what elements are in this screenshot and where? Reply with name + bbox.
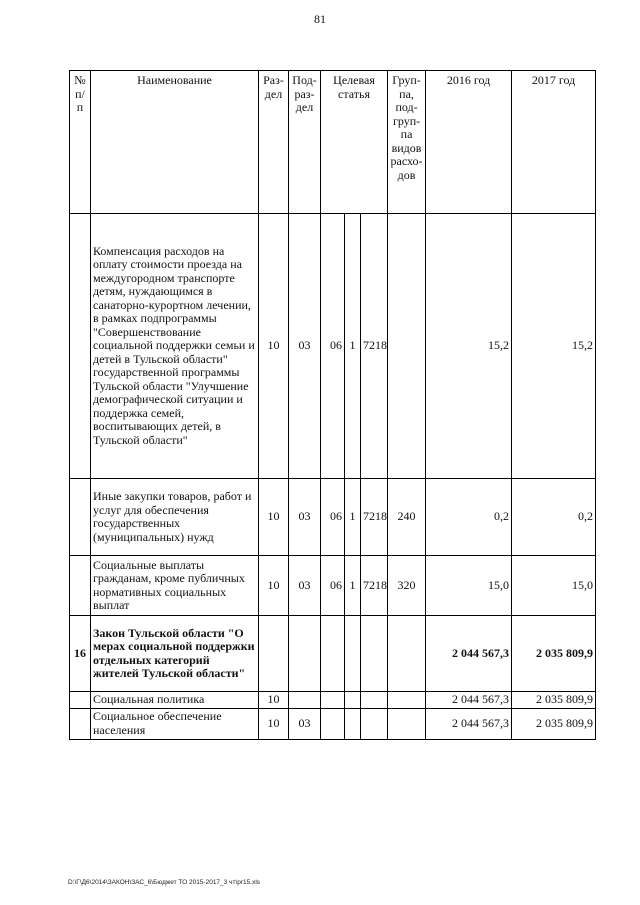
- row-podrazdel: [289, 692, 321, 709]
- row-podrazdel: 03: [289, 556, 321, 616]
- row-cs-code: 7218: [361, 214, 388, 479]
- row-razdel: 10: [259, 214, 289, 479]
- row-group: 240: [388, 479, 426, 556]
- row-2017: 2 035 809,9: [512, 708, 596, 739]
- table-row: [70, 214, 596, 479]
- row-2017: 15,2: [512, 214, 596, 479]
- row-podrazdel: [289, 616, 321, 692]
- row-cs-program: [321, 616, 345, 692]
- row-2016: 2 044 567,3: [426, 616, 512, 692]
- row-razdel: 10: [259, 708, 289, 739]
- row-razdel: 10: [259, 556, 289, 616]
- header-razdel: Раз- дел: [259, 71, 289, 214]
- header-name: Наименование: [91, 71, 259, 214]
- row-2016: 15,2: [426, 214, 512, 479]
- row-2016: 2 044 567,3: [426, 708, 512, 739]
- header-num: № п/п: [70, 71, 91, 214]
- row-num: [70, 214, 91, 479]
- file-path-footer: D:\Г\Д6\2014\ЗАКОН\ЗАС_6\Бюджет ТО 2015-2017_3 чт\pr15.xls: [68, 879, 261, 886]
- row-cs-subprogram: [345, 616, 361, 692]
- row-group: 320: [388, 556, 426, 616]
- row-2016: 0,2: [426, 479, 512, 556]
- row-cs-subprogram: 1: [345, 479, 361, 556]
- row-2017: 0,2: [512, 479, 596, 556]
- table-row: [70, 556, 596, 616]
- row-razdel: [259, 616, 289, 692]
- row-2017: 15,0: [512, 556, 596, 616]
- table-row: [70, 616, 596, 692]
- row-name: Компенсация расходов на оплату стоимости проезда на междугородном транспорте детям, нуждающимся в санаторно-курортном лечении, в рамках подпрограммы "Совершенствование социальной поддержки семьи и детей в Тульской области" государственной программы Тульской области "Улучшение демографической ситуации и поддержка семей, воспитывающих детей, в Тульской области": [91, 214, 259, 479]
- row-cs-program: [321, 708, 345, 739]
- row-group: [388, 214, 426, 479]
- row-cs-program: 06: [321, 556, 345, 616]
- table-row: [70, 708, 596, 739]
- row-cs-program: 06: [321, 214, 345, 479]
- row-cs-subprogram: [345, 708, 361, 739]
- header-group: Груп- па, под- груп- па видов расхо- дов: [388, 71, 426, 214]
- row-cs-subprogram: [345, 692, 361, 709]
- row-num: [70, 692, 91, 709]
- row-num: [70, 556, 91, 616]
- table-header-row: [70, 71, 596, 214]
- page-number: 81: [314, 12, 326, 26]
- budget-table: [69, 70, 596, 740]
- row-razdel: 10: [259, 692, 289, 709]
- row-2017: 2 035 809,9: [512, 692, 596, 709]
- table-row: [70, 692, 596, 709]
- row-num: 16: [70, 616, 91, 692]
- row-cs-code: [361, 708, 388, 739]
- row-num: [70, 708, 91, 739]
- row-podrazdel: 03: [289, 214, 321, 479]
- row-cs-code: 7218: [361, 479, 388, 556]
- row-cs-program: 06: [321, 479, 345, 556]
- row-cs-subprogram: 1: [345, 556, 361, 616]
- row-2017: 2 035 809,9: [512, 616, 596, 692]
- header-2016: 2016 год: [426, 71, 512, 214]
- row-2016: 15,0: [426, 556, 512, 616]
- row-group: [388, 708, 426, 739]
- row-podrazdel: 03: [289, 708, 321, 739]
- row-group: [388, 692, 426, 709]
- row-cs-code: 7218: [361, 556, 388, 616]
- header-target: Целевая статья: [321, 71, 388, 214]
- row-cs-program: [321, 692, 345, 709]
- row-cs-code: [361, 616, 388, 692]
- row-name: Социальная политика: [91, 692, 259, 709]
- row-razdel: 10: [259, 479, 289, 556]
- row-cs-subprogram: 1: [345, 214, 361, 479]
- row-name: Социальные выплаты гражданам, кроме публичных нормативных социальных выплат: [91, 556, 259, 616]
- row-group: [388, 616, 426, 692]
- header-podrazdel: Под- раз- дел: [289, 71, 321, 214]
- row-name: Закон Тульской области "О мерах социальной поддержки отдельных категорий жителей Тульской области": [91, 616, 259, 692]
- row-name: Социальное обеспечение населения: [91, 708, 259, 739]
- table-row: [70, 479, 596, 556]
- row-cs-code: [361, 692, 388, 709]
- row-2016: 2 044 567,3: [426, 692, 512, 709]
- row-podrazdel: 03: [289, 479, 321, 556]
- row-name: Иные закупки товаров, работ и услуг для обеспечения государственных (муниципальных) нужд: [91, 479, 259, 556]
- header-2017: 2017 год: [512, 71, 596, 214]
- row-num: [70, 479, 91, 556]
